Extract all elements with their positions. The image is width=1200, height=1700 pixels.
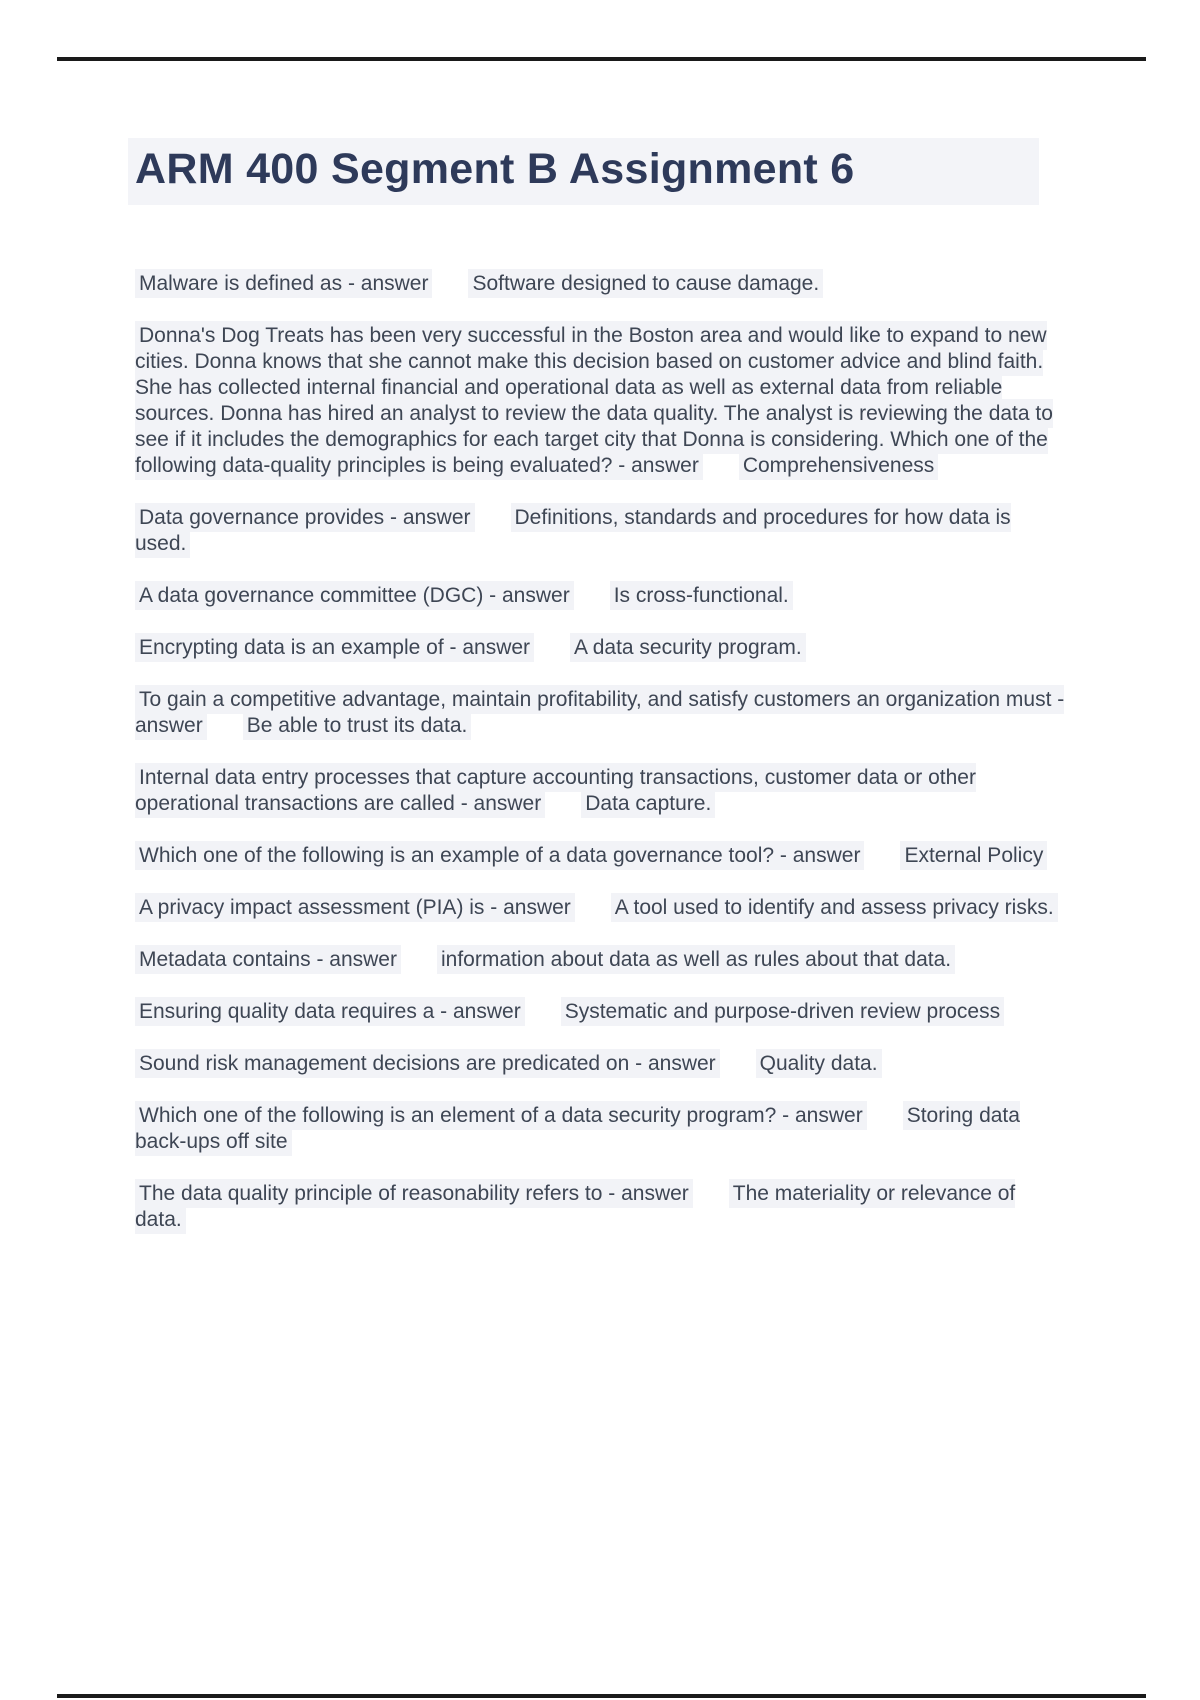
question-text: Which one of the following is an example of a data governance tool? [139,844,775,867]
answer-text: Is cross-functional. [610,581,793,610]
answer-gap [575,913,611,914]
question-text: Donna's Dog Treats has been very successful in the Boston area and would like to expand to new cities. Donna knows that she cannot make this decision based on customer advice and blind faith. She has collected internal financial and operational data as well as external data from reliable sources. Donna has hired an analyst to review the data quality. The analyst is reviewing the data to see if it includes the demographics for each target city that Donna is considering. Which one of the following data-quality principles is being evaluated? [135,324,1053,477]
answer-text: Systematic and purpose-driven review process [561,997,1004,1026]
answer-separator-label: - answer [483,584,570,607]
answer-text: Software designed to cause damage. [468,269,823,298]
answer-gap [867,1121,903,1122]
qa-item [135,1181,1067,1233]
qa-item [135,843,1067,869]
answer-separator-label: - answer [612,454,699,477]
answer-gap [703,471,739,472]
qa-item [135,895,1067,921]
document-content [135,138,1067,1259]
top-rule [57,57,1146,61]
answer-gap [545,809,581,810]
answer-text: information about data as well as rules about that data. [437,945,955,974]
answer-gap [720,1069,756,1070]
answer-gap [432,289,468,290]
qa-item [135,947,1067,973]
answer-separator-label: - answer [135,688,1065,737]
bottom-rule [57,1694,1146,1698]
question-text: Encrypting data is an example of [139,636,444,659]
answer-gap [475,523,511,524]
answer-gap [574,601,610,602]
question-text: Ensuring quality data requires a [139,1000,435,1023]
answer-gap [693,1199,729,1200]
title-row [135,138,1067,205]
answer-separator-label: - answer [342,272,429,295]
question-text: Internal data entry processes that capture accounting transactions, customer data or other operational transactions are called [135,766,976,815]
answer-text: Storing data back-ups off site [135,1101,1020,1156]
answer-text: A tool used to identify and assess privacy risks. [611,893,1058,922]
question-text: Sound risk management decisions are predicated on [139,1052,630,1075]
answer-separator-label: - answer [310,948,397,971]
qa-item [135,323,1067,479]
question-text: Malware is defined as [139,272,343,295]
answer-text: A data security program. [570,633,806,662]
qa-item [135,583,1067,609]
qa-item [135,765,1067,817]
answer-separator-label: - answer [776,1104,863,1127]
qa-item [135,271,1067,297]
qa-item [135,999,1067,1025]
answer-gap [401,965,437,966]
answer-text: Comprehensiveness [739,451,938,480]
answer-separator-label: - answer [484,896,571,919]
answer-gap [207,731,243,732]
answer-separator-label: - answer [384,506,471,529]
qa-item [135,505,1067,557]
answer-text: Definitions, standards and procedures for how data is used. [135,503,1011,558]
question-text: Metadata contains [139,948,311,971]
answer-separator-label: - answer [602,1182,689,1205]
qa-item [135,687,1067,739]
answer-gap [534,653,570,654]
page-title: ARM 400 Segment B Assignment 6 [128,138,1039,205]
answer-gap [864,861,900,862]
answer-separator-label: - answer [629,1052,716,1075]
answer-separator-label: - answer [774,844,861,867]
answer-separator-label: - answer [434,1000,521,1023]
answer-text: Data capture. [581,789,715,818]
question-text: Which one of the following is an element of a data security program? [139,1104,777,1127]
qa-item [135,635,1067,661]
answer-separator-label: - answer [454,792,542,815]
answer-separator-label: - answer [443,636,531,659]
qa-item [135,1051,1067,1077]
question-text: Data governance provides [139,506,385,529]
answer-gap [525,1017,561,1018]
question-text: The data quality principle of reasonability refers to [139,1182,603,1205]
answer-text: External Policy [900,841,1047,870]
question-text: A data governance committee (DGC) [139,584,484,607]
answer-text: Be able to trust its data. [243,711,472,740]
answer-text: Quality data. [756,1049,882,1078]
question-text: To gain a competitive advantage, maintain profitability, and satisfy customers an organization must [139,688,1052,711]
question-text: A privacy impact assessment (PIA) is [139,896,485,919]
answer-text: The materiality or relevance of data. [135,1179,1015,1234]
qa-item [135,1103,1067,1155]
